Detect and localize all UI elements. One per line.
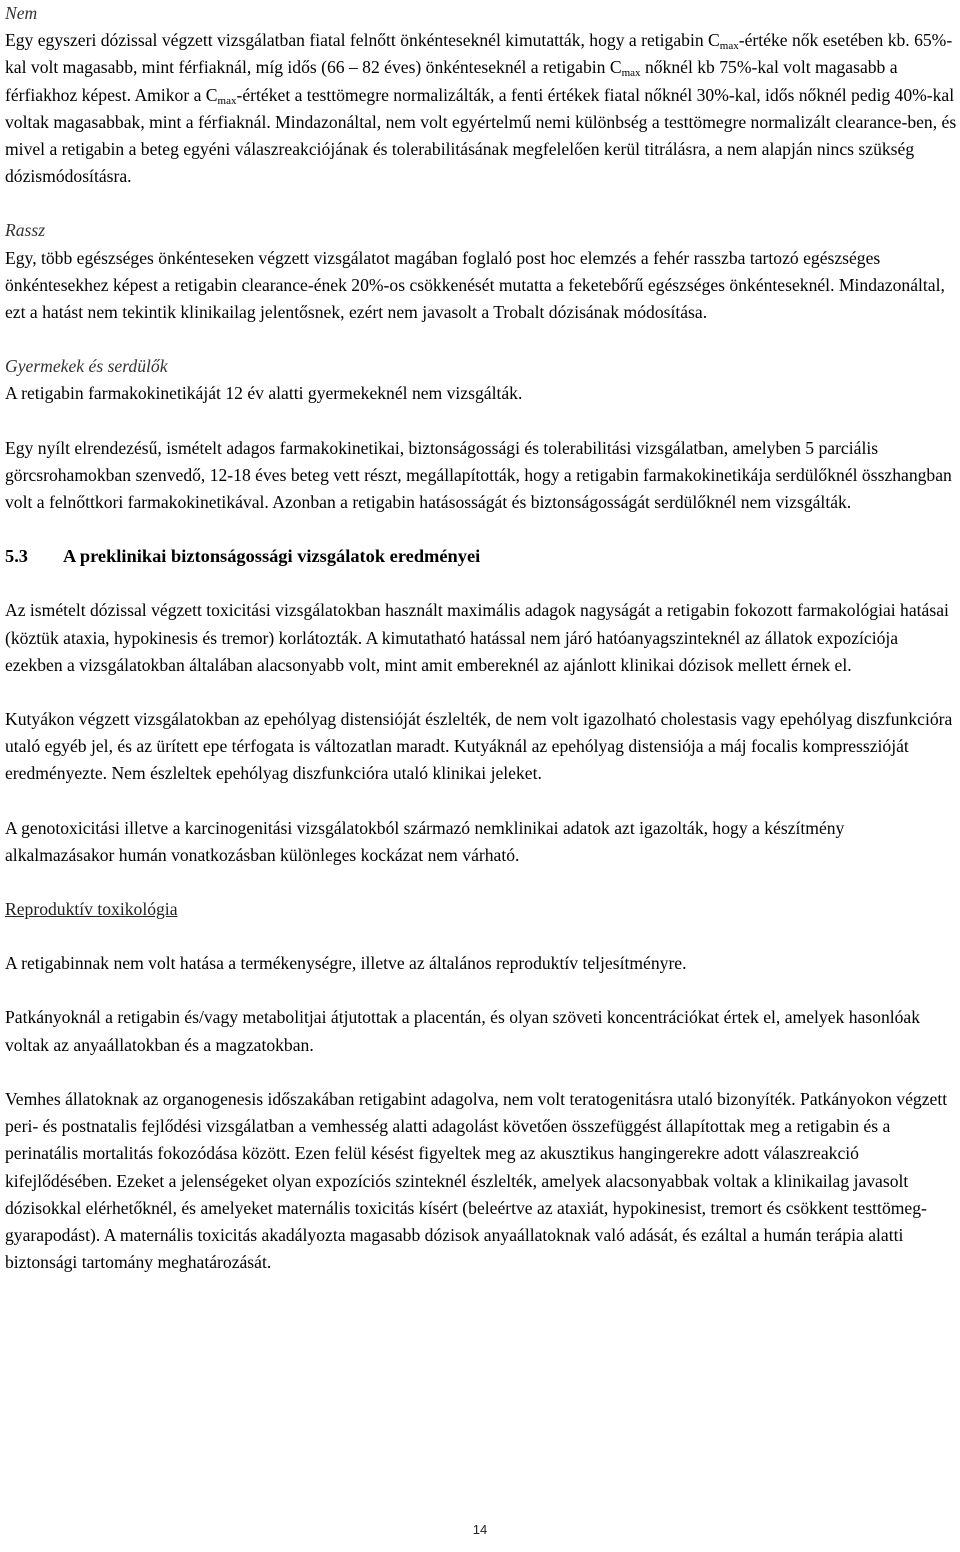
subheading-race: Rassz <box>5 220 46 241</box>
subscript-max: max <box>719 40 739 53</box>
paragraph-preclinical-2: Kutyákon végzett vizsgálatokban az epehólyag distensióját észlelték, de nem volt igazolható cholestasis vagy epehólyag diszfunkcióra utaló egyéb jel, és az ürített epe térfogata is változatlan maradt. Kutyáknál az epehólyag distensiója a máj focalis kompresszióját eredményezte. Nem észleltek epehólyag diszfunkcióra utaló klinikai jeleket. <box>5 709 953 784</box>
paragraph-sex: Egy egyszeri dózissal végzett vizsgálatban fiatal felnőtt önkénteseknél kimutatták, hogy a retigabin $C_{max}$-értéke nők esetében kb. 65%-kal volt magasabb, mint férfiaknál, míg idős (66 – 82 éves) önkénteseknél a retigabin $C_{max}$ nőknél kb 75%-kal volt magasabb a férfiakhoz képest. Amikor a $C_{max}$-értéket a testtömegre normalizálták, a fenti értékek fiatal nőknél 30%-kal, idős nőknél pedig 40%-kal voltak magasabbak, mint a férfiaknál. Mindazonáltal, nem volt egyértelmű nemi különbség a testtömegre normalizált clearance-ben, és mivel a retigabin a beteg egyéni válaszreakciójának és tolerabilitásának megfelelően kerül titrálásra, a nem alapján nincs szükség dózismódosításra. <box>5 30 957 187</box>
paragraph-children: A retigabin farmakokinetikáját 12 év alatti gyermekeknél nem vizsgálták. <box>5 383 523 404</box>
page-number: 14 <box>472 1522 488 1537</box>
paragraph-reproductive-3: Vemhes állatoknak az organogenesis időszakában retigabint adagolva, nem volt teratogenitásra utaló bizonyíték. Patkányokon végzett peri- és postnatalis fejlődési vizsgálatban a vemhesség alatti adagolást követően összefüggést állapítottak meg a retigabin és a perinatális mortalitás fokozódása között. Ezen felül késést figyeltek meg az akusztikus hangingerekre adott válaszreakció kifejlődésében. Ezeket a jelenségeket olyan expozíciós szinteknél észlelték, amelyek alacsonyabbak voltak a klinikailag javasolt dózisokkal elérhetőknél, és amelyeket maternális toxicitás kísért (beleértve az ataxiát, hypokinesist, tremort és csökkent testtömeg-gyarapodást). A maternális toxicitás akadályozta magasabb dózisok anyaállatoknak való adását, és ezáltal a humán terápia alatti biztonsági tartomány meghatározását. <box>5 1088 948 1273</box>
paragraph-reproductive-1: A retigabinnak nem volt hatása a termékenységre, illetve az általános reproduktív teljesítményre. <box>5 953 687 974</box>
document-page <box>5 0 957 1276</box>
section-heading <box>5 543 957 570</box>
subscript-max: max <box>621 67 641 80</box>
subscript-max: max <box>217 94 237 107</box>
paragraph-preclinical-1: Az ismételt dózissal végzett toxicitási vizsgálatokban használt maximális adagok nagyságát a retigabin fokozott farmakológiai hatásai (köztük ataxia, hypokinesis és tremor) korlátozták. A kimutatható hatással nem járó hatóanyagszinteknél az állatok expozíciója ezekben a vizsgálatokban általában alacsonyabb volt, mint amit embereknél az ajánlott klinikai dózisok mellett érnek el. <box>5 600 949 675</box>
paragraph-race: Egy, több egészséges önkénteseken végzett vizsgálatot magában foglaló post hoc elemzés a fehér rasszba tartozó egészséges önkéntesekhez képest a retigabin clearance-ének 20%-os csökkenését mutatta a feketebőrű egészséges önkénteseknél. Mindazonáltal, ezt a hatást nem tekintik klinikailag jelentősnek, ezért nem javasolt a Trobalt dózisának módosítása. <box>5 247 945 323</box>
paragraph-preclinical-3: A genotoxicitási illetve a karcinogenitási vizsgálatokból származó nemklinikai adatok azt igazolták, hogy a készítmény alkalmazásakor humán vonatkozásban különleges kockázat nem várható. <box>5 817 845 865</box>
subheading-reproductive-toxicology: Reproduktív toxikológia <box>5 899 178 920</box>
subheading-sex: Nem <box>5 3 38 23</box>
section-title: A preklinikai biztonságossági vizsgálatok eredményei <box>63 546 481 567</box>
section-number: 5.3 <box>5 546 28 567</box>
paragraph-reproductive-2: Patkányoknál a retigabin és/vagy metabolitjai átjutottak a placentán, és olyan szöveti koncentrációkat értek el, amelyek hasonlóak voltak az anyaállatokban és a magzatokban. <box>5 1007 921 1055</box>
subheading-children: Gyermekek és serdülők <box>5 356 168 377</box>
paragraph-adolescents: Egy nyílt elrendezésű, ismételt adagos farmakokinetikai, biztonságossági és tolerabilitási vizsgálatban, amelyben 5 parciális görcsrohamokban szenvedő, 12-18 éves beteg vett részt, megállapították, hogy a retigabin farmakokinetikája serdülőknél összhangban volt a felnőttkori farmakokinetikával. Azonban a retigabin hatásosságát és biztonságosságát serdülőknél nem vizsgálták. <box>5 437 952 513</box>
